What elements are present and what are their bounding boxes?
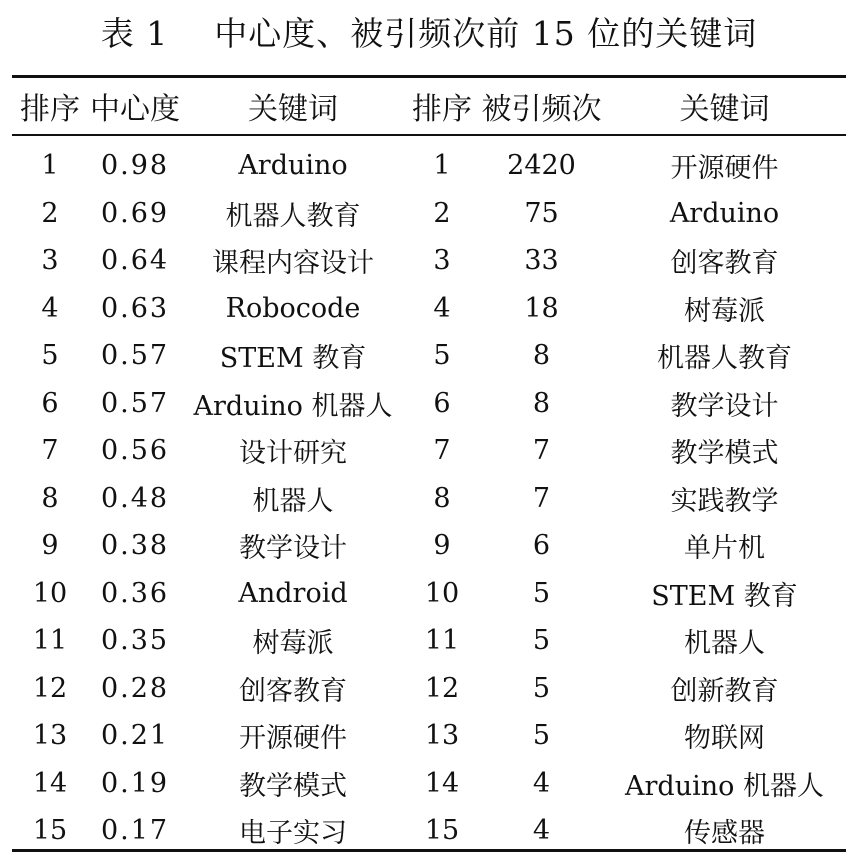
table-row bbox=[12, 237, 846, 285]
rank-right-cell: 14 bbox=[424, 767, 460, 799]
keyword-right-cell: Arduino bbox=[669, 197, 780, 229]
citations-cell: 2420 bbox=[507, 150, 576, 182]
rank-left-cell: 9 bbox=[41, 530, 59, 562]
table-row bbox=[12, 712, 846, 760]
table-row bbox=[12, 760, 846, 808]
centrality-cell: 0.17 bbox=[100, 815, 170, 847]
header-centrality: 中心度 bbox=[90, 92, 180, 127]
keyword-left-cell: Arduino 机器人 bbox=[193, 390, 393, 422]
keyword-right-cell: 单片机 bbox=[684, 533, 765, 565]
citations-cell: 8 bbox=[532, 340, 551, 372]
rank-left-cell: 12 bbox=[32, 672, 68, 704]
keyword-left-cell: 机器人教育 bbox=[225, 200, 361, 232]
keyword-table bbox=[12, 78, 846, 855]
keyword-right-cell: 树莓派 bbox=[684, 295, 765, 327]
centrality-cell: 0.57 bbox=[100, 340, 170, 372]
centrality-cell: 0.69 bbox=[100, 197, 170, 229]
centrality-cell: 0.28 bbox=[100, 672, 170, 704]
keyword-left-cell: 电子实习 bbox=[239, 818, 347, 850]
citations-cell: 8 bbox=[532, 387, 551, 419]
table-row bbox=[12, 807, 846, 855]
centrality-cell: 0.63 bbox=[100, 292, 170, 324]
rank-right-cell: 4 bbox=[433, 292, 451, 324]
table-row bbox=[12, 665, 846, 713]
rank-left-cell: 6 bbox=[41, 387, 59, 419]
rank-right-cell: 7 bbox=[433, 435, 451, 467]
rank-right-cell: 8 bbox=[433, 482, 451, 514]
rank-right-cell: 12 bbox=[424, 672, 460, 704]
table-row bbox=[12, 570, 846, 618]
header-rank-right: 排序 bbox=[412, 92, 472, 127]
table-row bbox=[12, 190, 846, 238]
header-rank-left: 排序 bbox=[20, 92, 80, 127]
keyword-left-cell: 设计研究 bbox=[239, 438, 347, 470]
citations-cell: 5 bbox=[532, 672, 551, 704]
table-caption: 表 1 中心度、被引频次前 15 位的关键词 bbox=[100, 14, 758, 53]
table-row bbox=[12, 617, 846, 665]
citations-cell: 5 bbox=[532, 577, 551, 609]
table-row bbox=[12, 522, 846, 570]
centrality-cell: 0.57 bbox=[100, 387, 170, 419]
keyword-left-cell: Arduino bbox=[238, 150, 348, 182]
centrality-cell: 0.38 bbox=[100, 530, 170, 562]
rank-right-cell: 9 bbox=[433, 530, 451, 562]
rank-right-cell: 1 bbox=[433, 150, 451, 182]
keyword-left-cell: Android bbox=[238, 577, 348, 609]
rank-right-cell: 5 bbox=[433, 340, 451, 372]
citations-cell: 33 bbox=[524, 245, 559, 277]
citations-cell: 7 bbox=[532, 482, 551, 514]
rank-left-cell: 7 bbox=[41, 435, 59, 467]
table-row bbox=[12, 380, 846, 428]
rank-right-cell: 13 bbox=[424, 720, 460, 752]
table-row bbox=[12, 427, 846, 475]
keyword-right-cell: 开源硬件 bbox=[670, 153, 779, 185]
citations-cell: 5 bbox=[532, 720, 551, 752]
centrality-cell: 0.48 bbox=[100, 482, 170, 514]
rank-right-cell: 11 bbox=[424, 625, 460, 657]
rank-left-cell: 8 bbox=[41, 482, 59, 514]
centrality-cell: 0.56 bbox=[100, 435, 170, 467]
rank-left-cell: 14 bbox=[32, 767, 68, 799]
keyword-right-cell: 创新教育 bbox=[670, 675, 779, 707]
rank-left-cell: 5 bbox=[41, 340, 59, 372]
rank-right-cell: 15 bbox=[424, 815, 460, 847]
rank-left-cell: 2 bbox=[41, 197, 59, 229]
centrality-cell: 0.36 bbox=[100, 577, 170, 609]
centrality-cell: 0.35 bbox=[100, 625, 170, 657]
rank-left-cell: 3 bbox=[41, 245, 59, 277]
header-keyword-left: 关键词 bbox=[248, 92, 338, 127]
rank-right-cell: 3 bbox=[433, 245, 451, 277]
rank-left-cell: 13 bbox=[32, 720, 68, 752]
citations-cell: 6 bbox=[532, 530, 551, 562]
rank-left-cell: 15 bbox=[32, 815, 68, 847]
keyword-left-cell: 开源硬件 bbox=[239, 723, 347, 755]
rank-right-cell: 10 bbox=[424, 577, 460, 609]
table-row bbox=[12, 134, 846, 190]
header-row bbox=[12, 78, 846, 134]
keyword-left-cell: STEM 教育 bbox=[219, 343, 367, 375]
header-keyword-right: 关键词 bbox=[679, 92, 770, 127]
header-citations: 被引频次 bbox=[481, 92, 602, 127]
rank-right-cell: 6 bbox=[433, 387, 451, 419]
keyword-right-cell: 教学模式 bbox=[670, 438, 779, 470]
keyword-right-cell: 物联网 bbox=[684, 723, 765, 755]
table-row bbox=[12, 332, 846, 380]
citations-cell: 4 bbox=[532, 815, 551, 847]
centrality-cell: 0.21 bbox=[100, 720, 170, 752]
centrality-cell: 0.64 bbox=[100, 245, 170, 277]
keyword-left-cell: 机器人 bbox=[252, 485, 334, 517]
keyword-left-cell: 创客教育 bbox=[239, 675, 347, 707]
keyword-right-cell: 创客教育 bbox=[670, 248, 779, 280]
citations-cell: 18 bbox=[524, 292, 559, 324]
table-row bbox=[12, 475, 846, 523]
keyword-right-cell: 机器人 bbox=[684, 628, 765, 660]
keyword-right-cell: Arduino 机器人 bbox=[625, 770, 824, 802]
rank-left-cell: 4 bbox=[41, 292, 59, 324]
keyword-right-cell: 实践教学 bbox=[670, 485, 779, 517]
citations-cell: 4 bbox=[532, 767, 551, 799]
centrality-cell: 0.19 bbox=[100, 767, 170, 799]
keyword-right-cell: 机器人教育 bbox=[657, 343, 792, 375]
citations-cell: 7 bbox=[532, 435, 551, 467]
keyword-left-cell: 教学模式 bbox=[239, 770, 347, 802]
citations-cell: 75 bbox=[524, 197, 559, 229]
keyword-left-cell: Robocode bbox=[225, 292, 361, 324]
keyword-right-cell: STEM 教育 bbox=[651, 580, 798, 612]
keyword-right-cell: 传感器 bbox=[684, 818, 765, 850]
rank-left-cell: 1 bbox=[41, 150, 59, 182]
keyword-left-cell: 树莓派 bbox=[252, 628, 334, 660]
rank-left-cell: 11 bbox=[32, 625, 68, 657]
keyword-left-cell: 课程内容设计 bbox=[212, 248, 374, 280]
keyword-right-cell: 教学设计 bbox=[670, 390, 779, 422]
citations-cell: 5 bbox=[532, 625, 551, 657]
centrality-cell: 0.98 bbox=[100, 150, 170, 182]
keyword-left-cell: 教学设计 bbox=[239, 533, 347, 565]
table-row bbox=[12, 285, 846, 333]
rank-right-cell: 2 bbox=[433, 197, 451, 229]
rank-left-cell: 10 bbox=[32, 577, 68, 609]
